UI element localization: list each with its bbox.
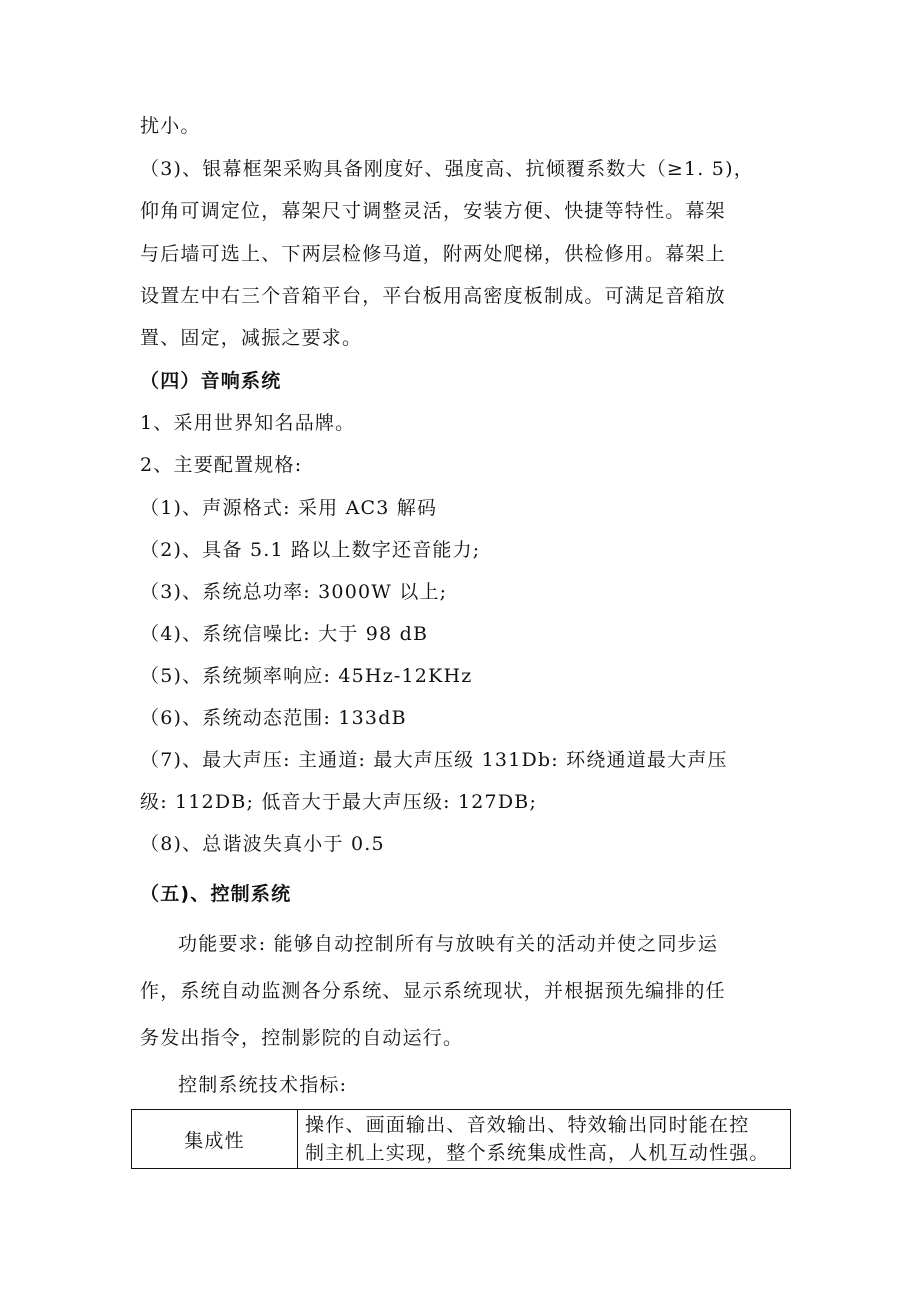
table-cell-text: 制主机上实现，整个系统集成性高，人机互动性强。 — [305, 1142, 770, 1164]
table-cell-key: 集成性 — [132, 1110, 298, 1169]
spec-item: （7)、最大声压: 主通道: 最大声压级 131Db: 环绕通道最大声压 — [140, 749, 728, 771]
spec-table — [131, 1109, 791, 1169]
table-cell-value — [298, 1110, 791, 1169]
table-cell-text: 操作、画面输出、音效输出、特效输出同时能在控 — [305, 1114, 750, 1136]
section-heading-audio: （四）音响系统 — [140, 370, 282, 392]
spec-item: （6)、系统动态范围: 133dB — [140, 707, 407, 729]
spec-item: （2)、具备 5.1 路以上数字还音能力; — [140, 539, 481, 561]
table-row — [132, 1110, 791, 1169]
list-item: 2、主要配置规格: — [140, 454, 303, 476]
section-heading-control: （五)、控制系统 — [140, 883, 292, 905]
paragraph-line: 作，系统自动监测各分系统、显示系统现状，并根据预先编排的任 — [140, 980, 726, 1002]
list-item: 1、采用世界知名品牌。 — [140, 412, 356, 434]
paragraph-line: 仰角可调定位，幕架尺寸调整灵活，安装方便、快捷等特性。幕架 — [140, 200, 726, 222]
paragraph-line: 与后墙可选上、下两层检修马道，附两处爬梯，供检修用。幕架上 — [140, 243, 726, 265]
paragraph-line: 扰小。 — [140, 115, 201, 137]
paragraph-line: 置、固定，减振之要求。 — [140, 327, 363, 349]
paragraph-line: 控制系统技术指标: — [178, 1074, 348, 1096]
paragraph-line: （3)、银幕框架采购具备刚度好、强度高、抗倾覆系数大（≥1. 5)， — [140, 158, 754, 180]
spec-item: 级: 112DB; 低音大于最大声压级: 127DB; — [140, 791, 538, 813]
paragraph-line: 功能要求: 能够自动控制所有与放映有关的活动并使之同步运 — [178, 933, 719, 955]
spec-item: （5)、系统频率响应: 45Hz-12KHz — [140, 665, 473, 687]
spec-item: （1)、声源格式: 采用 AC3 解码 — [140, 497, 438, 519]
spec-item: （3)、系统总功率: 3000W 以上; — [140, 581, 448, 603]
spec-item: （4)、系统信噪比: 大于 98 dB — [140, 623, 429, 645]
spec-item: （8)、总谐波失真小于 0.5 — [140, 833, 385, 855]
paragraph-line: 务发出指令，控制影院的自动运行。 — [140, 1027, 464, 1049]
paragraph-line: 设置左中右三个音箱平台，平台板用高密度板制成。可满足音箱放 — [140, 285, 726, 307]
